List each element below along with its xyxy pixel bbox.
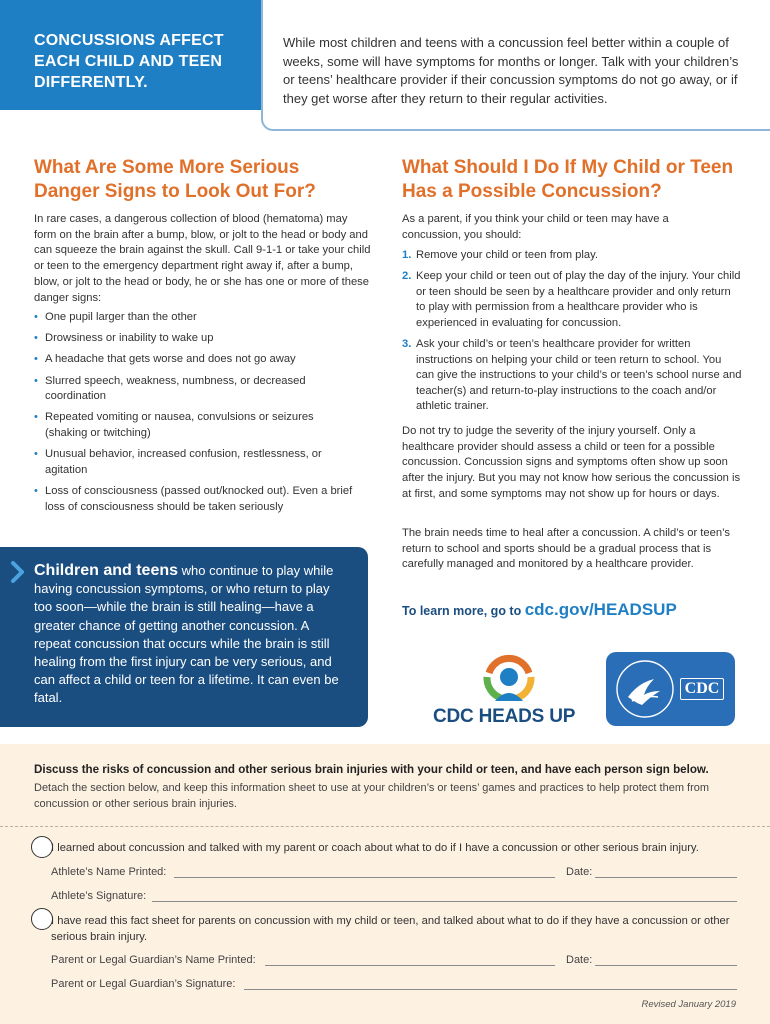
list-item <box>34 331 359 347</box>
sign-instructions: Detach the section below, and keep this information sheet to use at your children’s or teens’ games and practices to help protect them from concussion or other serious brain injuries. <box>34 782 710 810</box>
athlete-name-label: Athlete’s Name Printed: <box>51 866 167 878</box>
danger-sign-text: Drowsiness or inability to wake up <box>45 332 214 345</box>
athlete-name-field[interactable] <box>174 877 555 878</box>
bullet-icon: • <box>34 332 38 345</box>
bullet-icon: • <box>34 374 38 387</box>
list-item <box>34 352 359 368</box>
severity-paragraph: Do not try to judge the severity of the injury yourself. Only a healthcare provider should assess a child or teen for a possible concussion. Concussion signs and symptoms often show up soon after the injury. But you may not know how serious the concussion is at first, and some symptoms may not show up for hours or days. <box>402 425 741 500</box>
step-number: 1. <box>402 249 412 261</box>
banner-title: CONCUSSIONS AFFECT EACH CHILD AND TEEN DIFFERENTLY. <box>34 32 224 91</box>
learn-more-label: To learn more, go to <box>402 604 525 618</box>
healing-paragraph: The brain needs time to heal after a concussion. A child’s or teen’s return to school and sports should be a gradual process that is carefully managed and monitored by a healthcare provider. <box>402 527 730 571</box>
athlete-signature-label: Athlete’s Signature: <box>51 890 147 902</box>
parent-name-field[interactable] <box>265 965 555 966</box>
bullet-icon: • <box>34 311 38 323</box>
sign-heading: Discuss the risks of concussion and other serious brain injuries with your child or teen, and have each person sign below. <box>34 763 709 776</box>
athlete-signature-field[interactable] <box>152 901 737 902</box>
step-number: 3. <box>402 337 412 350</box>
detach-line <box>0 826 770 827</box>
step-text: Remove your child or teen from play. <box>416 249 598 261</box>
steps-list <box>402 248 742 420</box>
parent-signature-label: Parent or Legal Guardian’s Signature: <box>51 978 236 990</box>
danger-sign-text: A headache that gets worse and does not go away <box>45 353 296 366</box>
bullet-icon: • <box>34 353 38 366</box>
parent-statement: I have read this fact sheet for parents on concussion with my child or teen, and talked about what to do if they have a concussion or other serious brain injury. <box>51 915 730 943</box>
cdc-logo-text: CDC <box>680 678 724 700</box>
danger-sign-text: Slurred speech, weakness, numbness, or decreased coordination <box>45 374 306 403</box>
athlete-date-label: Date: <box>566 866 593 878</box>
athlete-checkbox[interactable] <box>31 836 53 858</box>
callout-text <box>34 562 339 708</box>
list-item <box>402 248 742 264</box>
revised-date: Revised January 2019 <box>641 999 736 1010</box>
step-text: Keep your child or teen out of play the day of the injury. Your child or teen should be seen by a healthcare provider and only return to play with permission from a healthcare provider who is experienced in evaluating for concussion. <box>416 270 741 329</box>
learn-more <box>402 600 677 620</box>
parent-date-field[interactable] <box>595 965 737 966</box>
step-number: 2. <box>402 270 412 283</box>
list-item <box>34 447 359 478</box>
callout-body: who continue to play while having concussion symptoms, or who return to play too soon—while the brain is still healing—have a greater chance of getting another concussion. A repeat concussion that occurs while the brain is still healing from the first injury can be very serious, and can affect a child or teen for a lifetime. It can even be fatal. <box>34 563 339 706</box>
list-item <box>402 269 742 331</box>
athlete-statement: I learned about concussion and talked with my parent or coach about what to do if I have a concussion or other serious brain injury. <box>51 842 699 854</box>
what-to-do-heading: What Should I Do If My Child or Teen Has a Possible Concussion? <box>402 157 734 202</box>
parent-signature-field[interactable] <box>244 989 737 990</box>
bullet-icon: • <box>34 484 38 497</box>
intro-text: While most children and teens with a concussion feel better within a couple of weeks, some will have symptoms for months or longer. Talk with your children’s or teens’ healthcare provider if their concussion symptoms do not go away, or if they get worse after they return to their regular activities. <box>283 35 739 106</box>
danger-intro: In rare cases, a dangerous collection of blood (hematoma) may form on the brain after a bump, blow, or jolt to the head or body and can squeeze the brain against the skull. Call 9-1-1 or take your child or teen to the emergency department right away if, after a bump, blow, or jolt to the head or body, he or she has one or more of these danger signs: <box>34 213 371 304</box>
what-to-do-intro: As a parent, if you think your child or teen may have a concussion, you should: <box>402 213 669 241</box>
danger-sign-text: Loss of consciousness (passed out/knocked out). Even a brief loss of consciousness should be taken seriously <box>45 484 353 513</box>
danger-sign-text: One pupil larger than the other <box>45 311 197 323</box>
list-item <box>402 337 742 415</box>
athlete-date-field[interactable] <box>595 877 737 878</box>
list-item <box>34 484 359 515</box>
headsup-link[interactable]: cdc.gov/HEADSUP <box>524 600 677 619</box>
hhs-seal-icon <box>614 657 676 721</box>
heads-up-logo-icon <box>481 651 537 707</box>
parent-date-label: Date: <box>566 954 593 966</box>
list-item <box>34 310 359 326</box>
danger-sign-text: Unusual behavior, increased confusion, restlessness, or agitation <box>45 448 322 476</box>
heads-up-logo-text: CDC HEADS UP <box>433 706 576 727</box>
danger-signs-list <box>34 310 359 521</box>
chevron-right-icon <box>10 561 26 583</box>
step-text: Ask your child’s or teen’s healthcare provider for written instructions on helping your child or teen return to school. You can give the instructions to your child’s or teen’s school nurse and teacher(s) and return-to-play instructions to the coach and/or athletic trainer. <box>416 337 742 413</box>
parent-name-label: Parent or Legal Guardian’s Name Printed: <box>51 954 256 966</box>
callout-lead: Children and teens <box>34 562 179 579</box>
list-item <box>34 374 359 405</box>
parent-checkbox[interactable] <box>31 908 53 930</box>
bullet-icon: • <box>34 411 38 424</box>
list-item <box>34 410 359 441</box>
danger-signs-heading: What Are Some More Serious Danger Signs to Look Out For? <box>34 157 316 202</box>
bullet-icon: • <box>34 448 38 461</box>
danger-sign-text: Repeated vomiting or nausea, convulsions or seizures (shaking or twitching) <box>45 411 314 439</box>
